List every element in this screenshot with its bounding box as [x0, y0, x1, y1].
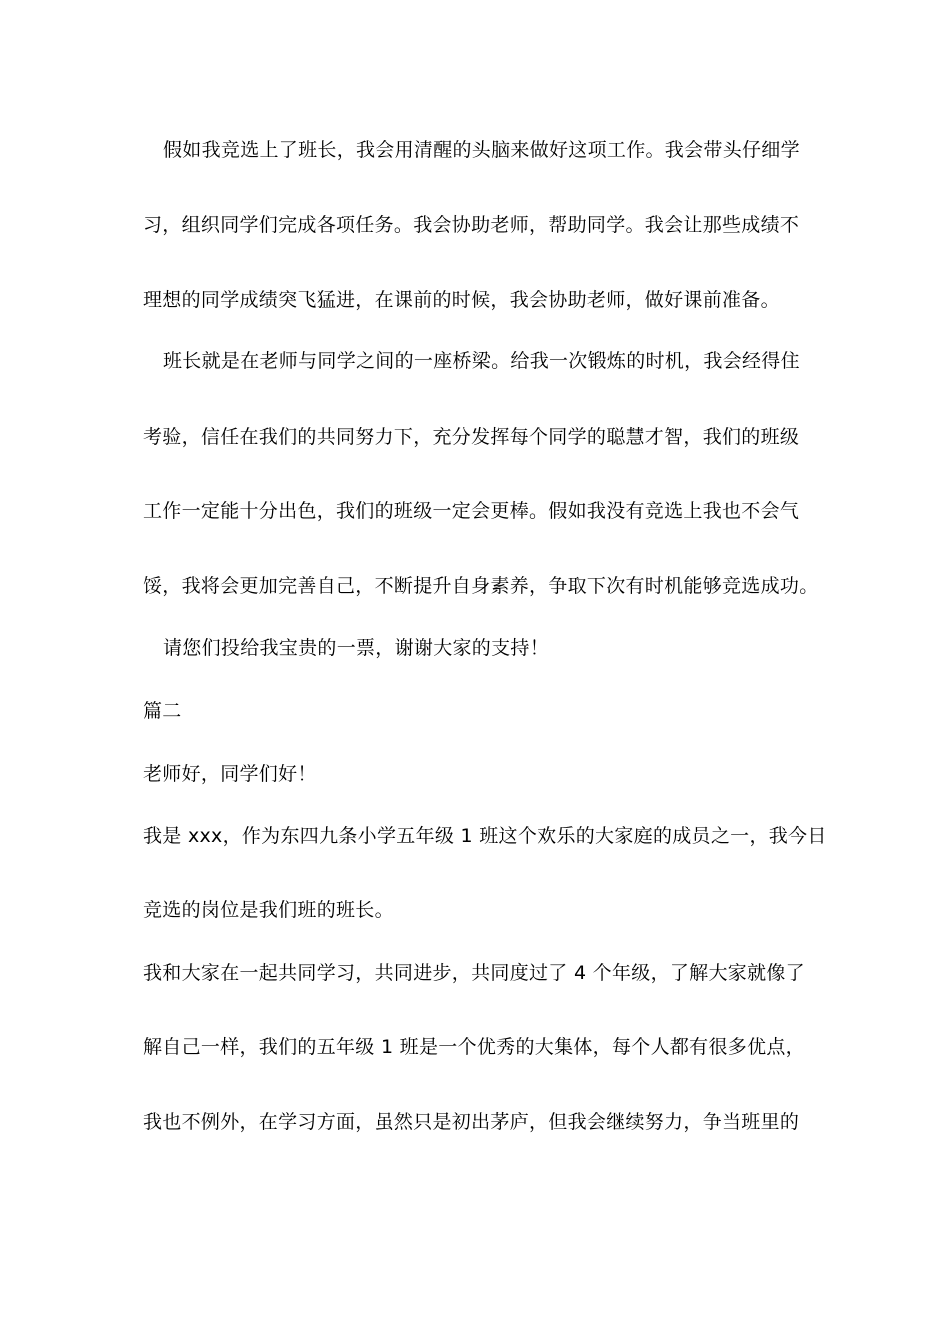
paragraph-1-line-2: 习，组织同学们完成各项任务。我会协助老师，帮助同学。我会让那些成绩不	[143, 214, 800, 236]
paragraph-5-line-2: 解自己一样，我们的五年级 1 班是一个优秀的大集体，每个人都有很多优点，	[143, 1036, 805, 1058]
paragraph-4-line-2: 竞选的岗位是我们班的班长。	[143, 899, 394, 921]
paragraph-1-line-3: 理想的同学成绩突飞猛进，在课前的时候，我会协助老师，做好课前准备。	[143, 289, 780, 311]
section-heading: 篇二	[143, 700, 182, 722]
paragraph-2-line-2: 考验，信任在我们的共同努力下，充分发挥每个同学的聪慧才智，我们的班级	[143, 426, 800, 448]
greeting: 老师好，同学们好！	[143, 763, 317, 785]
paragraph-3: 请您们投给我宝贵的一票，谢谢大家的支持！	[163, 637, 550, 659]
paragraph-5-line-1: 我和大家在一起共同学习，共同进步，共同度过了 4 个年级，了解大家就像了	[143, 962, 805, 984]
paragraph-5-line-3: 我也不例外，在学习方面，虽然只是初出茅庐，但我会继续努力，争当班里的	[143, 1111, 800, 1133]
paragraph-1-line-1: 假如我竞选上了班长，我会用清醒的头脑来做好这项工作。我会带头仔细学	[163, 139, 800, 161]
paragraph-4-line-1: 我是 xxx，作为东四九条小学五年级 1 班这个欢乐的大家庭的成员之一，我今日	[143, 825, 827, 847]
paragraph-2-line-3: 工作一定能十分出色，我们的班级一定会更棒。假如我没有竞选上我也不会气	[143, 500, 800, 522]
paragraph-2-line-4: 馁，我将会更加完善自己，不断提升自身素养，争取下次有时机能够竞选成功。	[143, 575, 819, 597]
paragraph-2-line-1: 班长就是在老师与同学之间的一座桥梁。给我一次锻炼的时机，我会经得住	[163, 350, 800, 372]
